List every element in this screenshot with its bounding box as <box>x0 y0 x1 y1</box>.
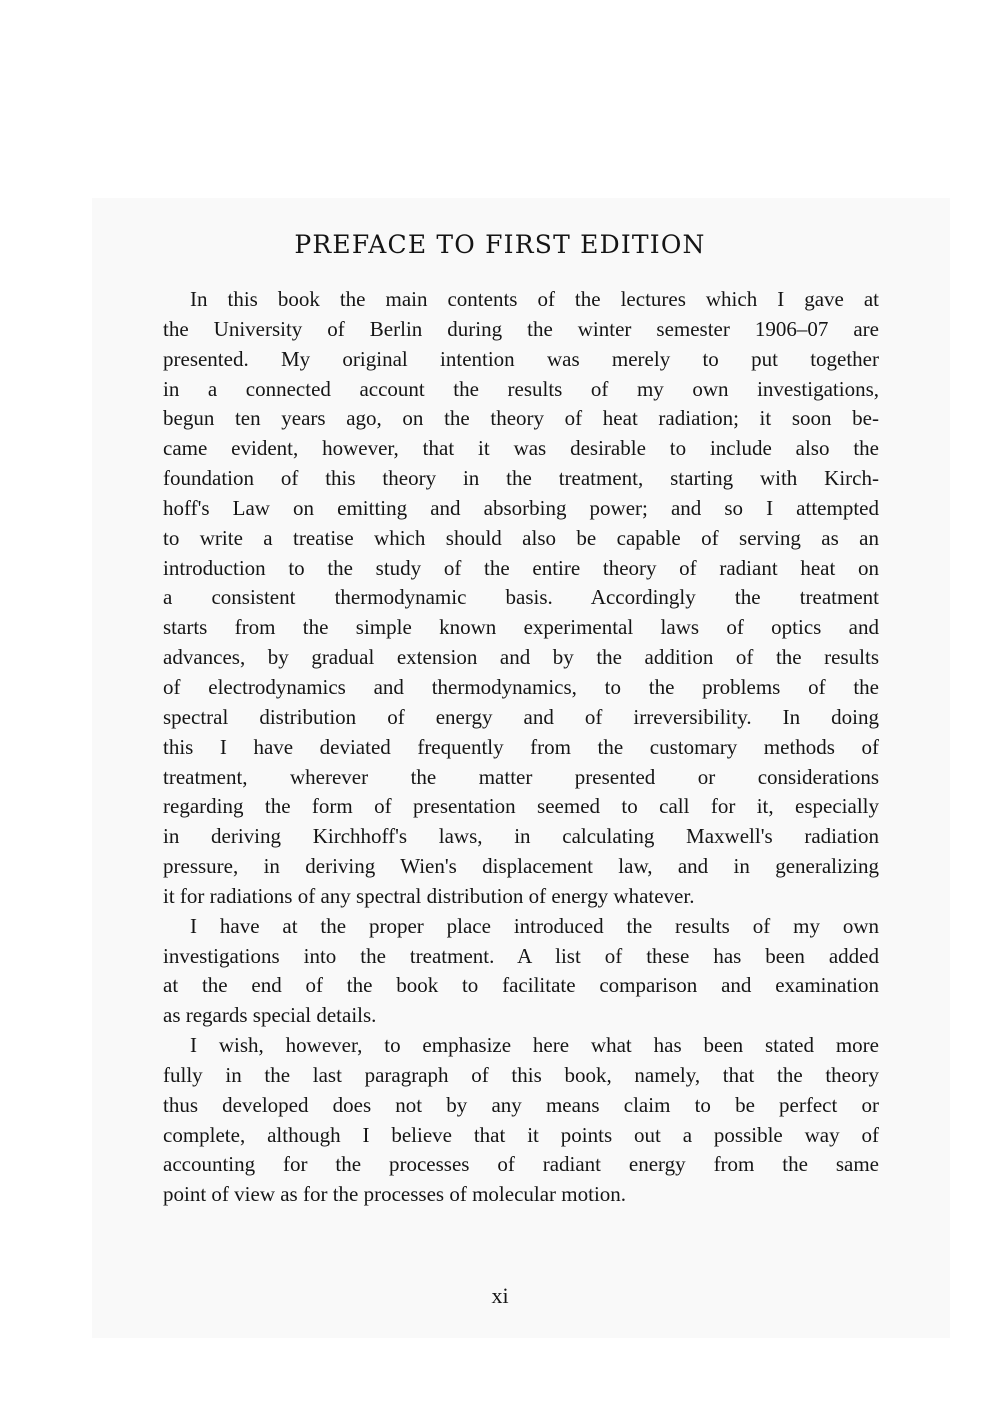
text-line: In this book the main contents of the lectures which I gave at <box>190 287 879 311</box>
text-line: introduction to the study of the entire theory of radiant heat on <box>163 555 879 580</box>
text-line: fully in the last paragraph of this book, namely, that the theory <box>163 1062 879 1087</box>
text-line: to write a treatise which should also be capable of serving as an <box>163 525 879 550</box>
text-line: foundation of this theory in the treatment, starting with Kirch- <box>163 466 879 491</box>
paragraph-2 <box>163 912 879 1031</box>
text-line: in deriving Kirchhoff's laws, in calculating Maxwell's radiation <box>163 824 879 849</box>
text-line: the University of Berlin during the winter semester 1906–07 are <box>163 316 879 341</box>
text-line: spectral distribution of energy and of irreversibility. In doing <box>163 704 879 729</box>
text-line: pressure, in deriving Wien's displacement law, and in generalizing <box>163 854 879 879</box>
text-line: as regards special details. <box>163 1003 377 1028</box>
text-line: it for radiations of any spectral distribution of energy whatever. <box>163 883 695 908</box>
paragraph-3 <box>163 1031 879 1210</box>
text-line: this I have deviated frequently from the customary methods of <box>163 734 879 759</box>
preface-body <box>163 285 879 1210</box>
text-line: in a connected account the results of my own investigations, <box>163 376 879 401</box>
text-line: complete, although I believe that it points out a possible way of <box>163 1122 879 1147</box>
text-line: regarding the form of presentation seemed to call for it, especially <box>163 794 879 819</box>
text-line: thus developed does not by any means claim to be perfect or <box>163 1092 879 1117</box>
text-line: a consistent thermodynamic basis. Accordingly the treatment <box>163 585 879 610</box>
paragraph-1 <box>163 285 879 912</box>
page-title: PREFACE TO FIRST EDITION <box>294 230 706 259</box>
text-line: came evident, however, that it was desirable to include also the <box>163 436 879 461</box>
text-line: of electrodynamics and thermodynamics, to the problems of the <box>163 674 879 699</box>
text-line: begun ten years ago, on the theory of heat radiation; it soon be- <box>163 406 879 431</box>
page-number: xi <box>491 1283 509 1308</box>
text-line: I have at the proper place introduced the results of my own <box>190 913 879 938</box>
text-line: at the end of the book to facilitate comparison and examination <box>163 973 879 998</box>
text-line: hoff's Law on emitting and absorbing power; and so I attempted <box>163 495 879 520</box>
text-line: starts from the simple known experimental laws of optics and <box>163 615 879 640</box>
text-line: treatment, wherever the matter presented or considerations <box>163 764 879 789</box>
text-line: investigations into the treatment. A list of these has been added <box>163 943 879 968</box>
text-line: presented. My original intention was merely to put together <box>163 346 879 371</box>
text-line: I wish, however, to emphasize here what has been stated more <box>190 1033 879 1058</box>
text-line: advances, by gradual extension and by the addition of the results <box>163 645 879 670</box>
text-line: point of view as for the processes of molecular motion. <box>163 1182 627 1207</box>
text-line: accounting for the processes of radiant energy from the same <box>163 1152 879 1177</box>
